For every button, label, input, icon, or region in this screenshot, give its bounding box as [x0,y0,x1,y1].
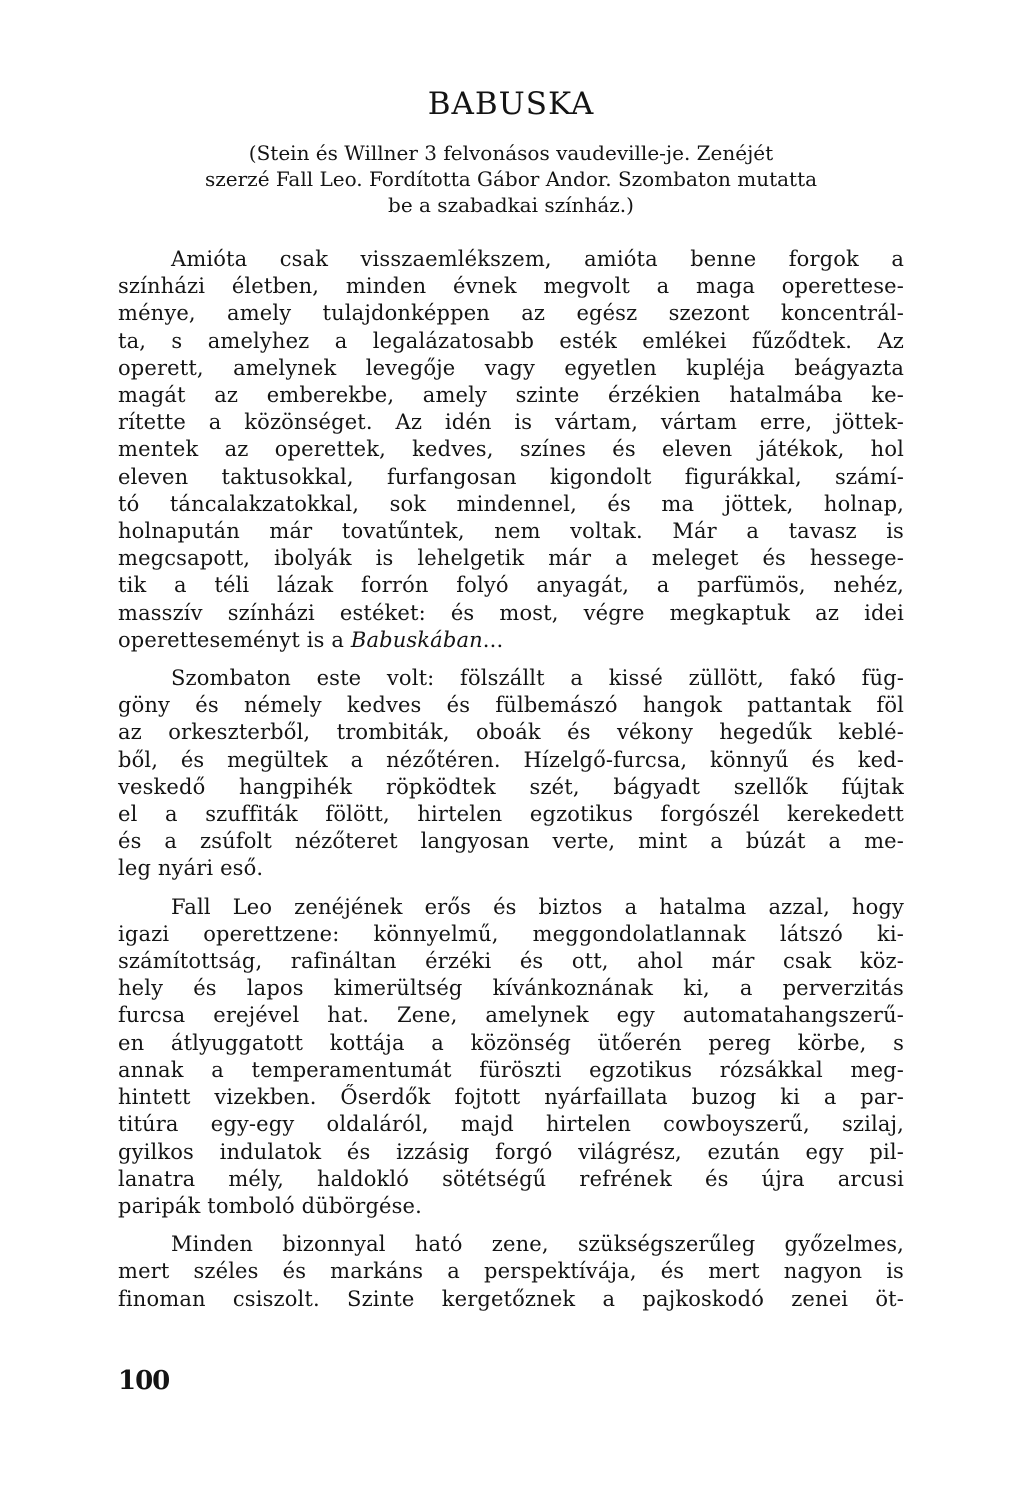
text-run: operetteseményt is a [118,627,351,652]
paragraph [118,894,904,1220]
text-line: furcsa erejével hat. Zene, amelynek egy automatahangszerű- [118,1003,904,1028]
paragraph [118,1231,904,1313]
text-line: operett, amelynek levegője vagy egyetlen kupléja beágyazta [118,355,904,380]
text-line: masszív színházi estéket: és most, végre megkaptuk az idei [118,600,904,625]
text-line: el a szuffiták fölött, hirtelen egzotikus forgószél kerekedett [118,802,904,827]
text-line: titúra egy-egy oldaláról, majd hirtelen cowboyszerű, szilaj, [118,1112,904,1137]
text-line: tik a téli lázak forrón folyó anyagát, a parfümös, nehéz, [118,573,904,598]
text-line: rítette a közönséget. Az idén is vártam, vártam erre, jöttek- [118,410,904,435]
subtitle-line: (Stein és Willner 3 felvonásos vaudeville-je. Zenéjét [248,141,774,165]
text-line: en átlyuggatott kottája a közönség ütőerén pereg körbe, s [118,1030,904,1055]
text-line [118,627,904,654]
text-line: és a zsúfolt nézőteret langyosan verte, mint a búzát a me- [118,829,904,854]
subtitle-line: szerzé Fall Leo. Fordította Gábor Andor. Szombaton mutatta [204,167,818,191]
text-line: göny és némely kedves és fülbemászó hangok pattantak föl [118,693,904,718]
text-line: Amióta csak visszaemlékszem, amióta benne forgok a [171,247,904,271]
text-line: magát az emberekbe, amely szinte érzékien hatalmába ke- [118,383,904,408]
text-line: paripák tomboló dübörgése. [118,1193,422,1218]
paragraph [118,246,904,654]
text-line: ménye, amely tulajdonképpen az egész szezont koncentrál- [118,301,904,326]
text-line: eleven taktusokkal, furfangosan kigondolt figurákkal, számí- [118,464,904,489]
page-number: 100 [118,1366,170,1396]
text-line: finoman csiszolt. Szinte kergetőznek a pajkoskodó zenei öt- [118,1286,904,1311]
text-line: Szombaton este volt: fölszállt a kissé züllött, fakó füg- [171,666,904,691]
text-line: mentek az operettek, kedves, színes és eleven játékok, hol [118,437,904,462]
text-line: Fall Leo zenéjének erős és biztos a hatalma azzal, hogy [171,894,904,919]
text-line: gyilkos indulatok és izzásig forgó világrész, ezután egy pil- [118,1139,904,1164]
subtitle-line: be a szabadkai színház.) [388,193,634,217]
text-line: az orkeszterből, trombiták, oboák és vékony hegedűk keblé- [118,720,904,745]
text-line: tó táncalakzatokkal, sok mindennel, és ma jöttek, holnap, [118,491,904,516]
text-line: mert széles és markáns a perspektívája, és mert nagyon is [118,1259,904,1284]
text-line: igazi operettzene: könnyelmű, meggondolatlannak látszó ki- [118,921,904,946]
text-line: annak a temperamentumát füröszti egzotikus rózsákkal meg- [118,1057,904,1082]
text-line: színházi életben, minden évnek megvolt a maga operettese- [118,274,904,299]
text-line: holnapután már tovatűntek, nem voltak. Már a tavasz is [118,519,904,544]
text-line: hintett vizekben. Őserdők fojtott nyárfaillata buzog ki a par- [118,1085,904,1110]
ellipsis: ... [482,627,504,652]
text-line: ből, és megültek a nézőtéren. Hízelgő-furcsa, könnyű és ked- [118,747,904,772]
text-line: számítottság, rafináltan érzéki és ott, ahol már csak köz- [118,949,904,974]
text-line: ta, s amelyhez a legalázatosabb esték emlékei fűződtek. Az [118,328,904,353]
paragraph [118,665,904,883]
text-line: lanatra mély, haldokló sötétségű refrének és újra arcusi [118,1166,904,1191]
text-line: Minden bizonnyal ható zene, szükségszerűleg győzelmes, [171,1232,904,1257]
article-text [118,246,904,1313]
article-subtitle [118,140,904,218]
text-line: megcsapott, ibolyák is lehelgetik már a meleget és hessege- [118,546,904,571]
text-line: veskedő hangpihék röpködtek szét, bágyadt szellők fújtak [118,774,904,799]
page-body [118,86,904,1324]
italic-title: Babuskában [350,627,483,652]
article-title: BABUSKA [427,86,595,122]
text-line: hely és lapos kimerültség kívánkoznának ki, a perverzitás [118,976,904,1001]
text-line: leg nyári eső. [118,856,264,881]
